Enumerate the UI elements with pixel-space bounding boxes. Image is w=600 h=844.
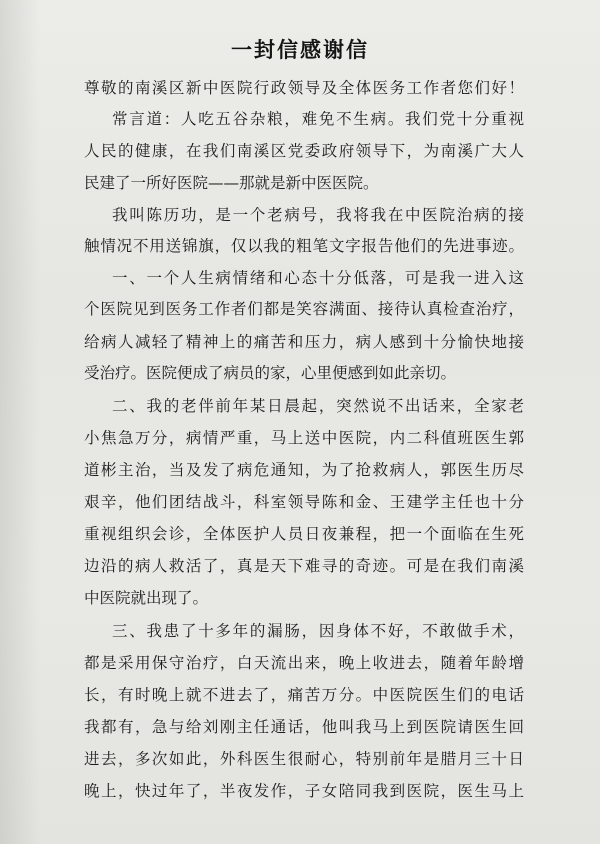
paragraph-line: 进去，多次如此，外科医生很耐心，特别前年是腊月三十日 <box>84 750 524 768</box>
paragraph-line: 小焦急万分，病情严重，马上送中医院，内二科值班医生郭 <box>84 429 524 447</box>
paragraph-line: 重视组织会诊，全体医护人员日夜兼程，把一个面临在生死 <box>84 525 524 543</box>
paragraph-line: 常言道：人吃五谷杂粮，难免不生病。我们党十分重视 <box>112 110 524 128</box>
paragraph-line: 触情况不用送锦旗，仅以我的粗笔文字报告他们的先进事迹。 <box>84 237 524 255</box>
paragraph-line: 道彬主治，当及发了病危通知，为了抢救病人，郭医生历尽 <box>84 461 524 479</box>
paragraph-line: 二、我的老伴前年某日晨起，突然说不出话来，全家老 <box>112 397 524 415</box>
paragraph-line: 三、我患了十多年的漏肠，因身体不好，不敢做手术， <box>112 622 524 640</box>
paragraph-line: 边沿的病人救活了，真是天下难寻的奇迹。可是在我们南溪 <box>84 557 524 575</box>
paragraph-line: 民建了一所好医院——那就是新中医医院。 <box>84 174 379 192</box>
page-shadow <box>0 0 40 844</box>
paragraph-line: 给病人减轻了精神上的痛苦和压力，病人感到十分愉快地接 <box>84 333 524 351</box>
paragraph-line: 艰辛，他们团结战斗，科室领导陈和金、王建学主任也十分 <box>84 493 524 511</box>
paragraph-line: 都是采用保守治疗，白天流出来，晚上收进去，随着年龄增 <box>84 654 524 672</box>
paragraph-line: 个医院见到医务工作者们都是笑容满面、接待认真检查治疗， <box>84 300 524 318</box>
paragraph-line: 中医院就出现了。 <box>84 589 209 607</box>
paragraph-line: 受治疗。医院便成了病员的家，心里便感到如此亲切。 <box>84 364 457 382</box>
salutation: 尊敬的南溪区新中医院行政领导及全体医务工作者您们好！ <box>84 79 524 97</box>
paragraph-line: 人民的健康，在我们南溪区党委政府领导下，为南溪广大人 <box>84 142 524 160</box>
paragraph-line: 长，有时晚上就不进去了，痛苦万分。中医院医生们的电话 <box>84 686 524 704</box>
paragraph-line: 我都有，急与给刘刚主任通话，他叫我马上到医院请医生回 <box>84 718 524 736</box>
letter-title: 一封信感谢信 <box>231 38 369 62</box>
paragraph-line: 一、一个人生病情绪和心态十分低落，可是我一进入这 <box>112 269 524 287</box>
paragraph-line: 晚上，快过年了，半夜发作，子女陪同我到医院，医生马上 <box>84 782 524 800</box>
paragraph-line: 我叫陈历功，是一个老病号，我将我在中医院治病的接 <box>112 206 524 224</box>
